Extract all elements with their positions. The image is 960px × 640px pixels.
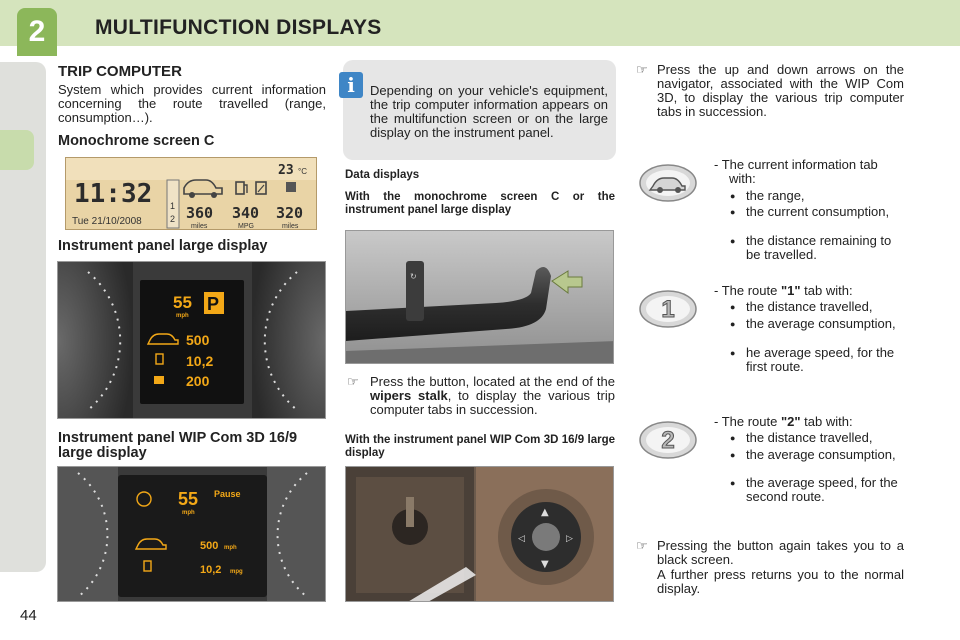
mono-consumption-unit: MPG (238, 223, 254, 230)
info-text: Depending on your vehicle's equipment, the trip computer information appears on the multifunction screen or on the large display on the instrument panel. (370, 83, 608, 140)
instrument-panel-wip-image (57, 466, 326, 602)
monochrome-title: Monochrome screen C (58, 133, 215, 149)
ipl-range: 500 (186, 332, 210, 348)
wip-title: Instrument panel WIP Com 3D 16/9 large display (58, 430, 298, 461)
route-1-item-1: ● the distance travelled, (746, 300, 872, 314)
ipl-consumption: 10,2 (186, 353, 214, 369)
navigator-image (345, 466, 614, 602)
page-title: MULTIFUNCTION DISPLAYS (95, 16, 382, 39)
nav-instructions: Press the up and down arrows on the navigator, associated with the WIP Com 3D, to display the various trip computer tabs in succession. (657, 62, 904, 119)
route-2-item-2: ● the average consumption, (746, 448, 906, 462)
route-2-label: "2" (780, 414, 801, 429)
mono-consumption: 340 (232, 204, 260, 222)
route-2-item-3: ● the average speed, for the second route. (746, 476, 906, 504)
mono-distance-unit: miles (282, 223, 299, 230)
wip-speed-unit: mph (182, 510, 195, 516)
current-tab-icon (638, 163, 698, 203)
wip-speed: 55 (178, 489, 199, 509)
press-text-bold: wipers stalk (370, 388, 448, 403)
current-tab-intro: - The current information tab with: (714, 157, 878, 186)
ipl-speed: 55 (173, 293, 192, 312)
press-text-before: Press the button, located at the end of the (370, 374, 615, 389)
wip-consumption: 10,2 (200, 564, 222, 576)
route-2-intro-after: tab with: (800, 414, 853, 429)
instrument-panel-large-image (57, 261, 326, 419)
nav-down-arrow-icon: ▼ (541, 559, 549, 570)
wip-status: Pause (214, 489, 241, 499)
mono-tab-2: 2 (170, 214, 176, 224)
trip-computer-title: TRIP COMPUTER (58, 63, 182, 80)
ipl-speed-unit: mph (176, 313, 189, 319)
mono-range-unit: miles (191, 223, 208, 230)
nav-marker: ☞ (636, 62, 648, 77)
wip-range: 500 (200, 540, 219, 552)
route-2-intro-before: - The route (714, 414, 781, 429)
info-icon: i (339, 72, 363, 98)
again-text: Pressing the button again takes you to a black screen. (657, 538, 904, 567)
route-2-icon-label: 2 (661, 427, 675, 454)
ipl-flag-icon (154, 376, 164, 384)
trip-computer-intro: System which provides current information concerning the route travelled (range, consumption…). (58, 82, 326, 125)
ipl-distance: 200 (186, 373, 210, 389)
mono-ipl-subtitle: With the monochrome screen C or the instrument panel large display (345, 191, 615, 216)
route-1-intro (714, 284, 853, 298)
current-item-1: ● the range, (746, 189, 805, 203)
mono-temp-unit: °C (298, 167, 307, 176)
ipl-gear: P (207, 294, 220, 314)
press-button-text (370, 375, 615, 417)
again-marker: ☞ (636, 538, 648, 553)
route-1-item-3: ● he average speed, for the first route. (746, 346, 906, 374)
mono-date: Tue 21/10/2008 (72, 216, 142, 227)
route-1-item-2: ● the average consumption, (746, 317, 906, 331)
route-2-tab-icon (638, 420, 698, 460)
mono-flag-icon (286, 182, 296, 192)
route-1-intro-after: tab with: (800, 283, 853, 298)
side-tab-marker (0, 130, 34, 170)
current-item-2: ● the current consumption, (746, 205, 906, 219)
wip-subtitle: With the instrument panel WIP Com 3D 16/9 large display (345, 434, 615, 459)
mono-range: 360 (186, 204, 214, 222)
svg-text:↻: ↻ (410, 272, 417, 281)
current-item-3: ● the distance remaining to be travelled. (746, 234, 906, 262)
mono-temp: 23 (278, 163, 294, 178)
route-1-label: "1" (780, 283, 801, 298)
page-number: 44 (20, 607, 37, 624)
nav-left-icon: ◁ (518, 534, 525, 544)
route-1-icon-label: 1 (661, 296, 675, 323)
press-marker: ☞ (347, 374, 359, 389)
return-text: A further press returns you to the normal display. (657, 567, 904, 596)
nav-right-icon: ▷ (566, 534, 573, 544)
route-2-item-1: ● the distance travelled, (746, 431, 872, 445)
wip-consumption-unit: mpg (230, 569, 243, 575)
wip-range-unit: mph (224, 545, 237, 551)
press-text-after: , to display the various trip computer tabs in succession. (370, 388, 615, 417)
mono-time: 11:32 (74, 179, 153, 209)
route-2-intro (714, 415, 853, 429)
ipl-title: Instrument panel large display (58, 238, 268, 254)
nav-up-arrow-icon: ▲ (541, 507, 549, 518)
wiper-stalk-image (345, 230, 614, 364)
route-1-tab-icon (638, 289, 698, 329)
monochrome-screen-image (65, 157, 317, 230)
mono-distance: 320 (276, 204, 304, 222)
chapter-badge: 2 (17, 8, 57, 56)
route-1-intro-before: - The route (714, 283, 781, 298)
data-displays-title: Data displays (345, 169, 420, 181)
mono-tab-1: 1 (170, 201, 176, 211)
